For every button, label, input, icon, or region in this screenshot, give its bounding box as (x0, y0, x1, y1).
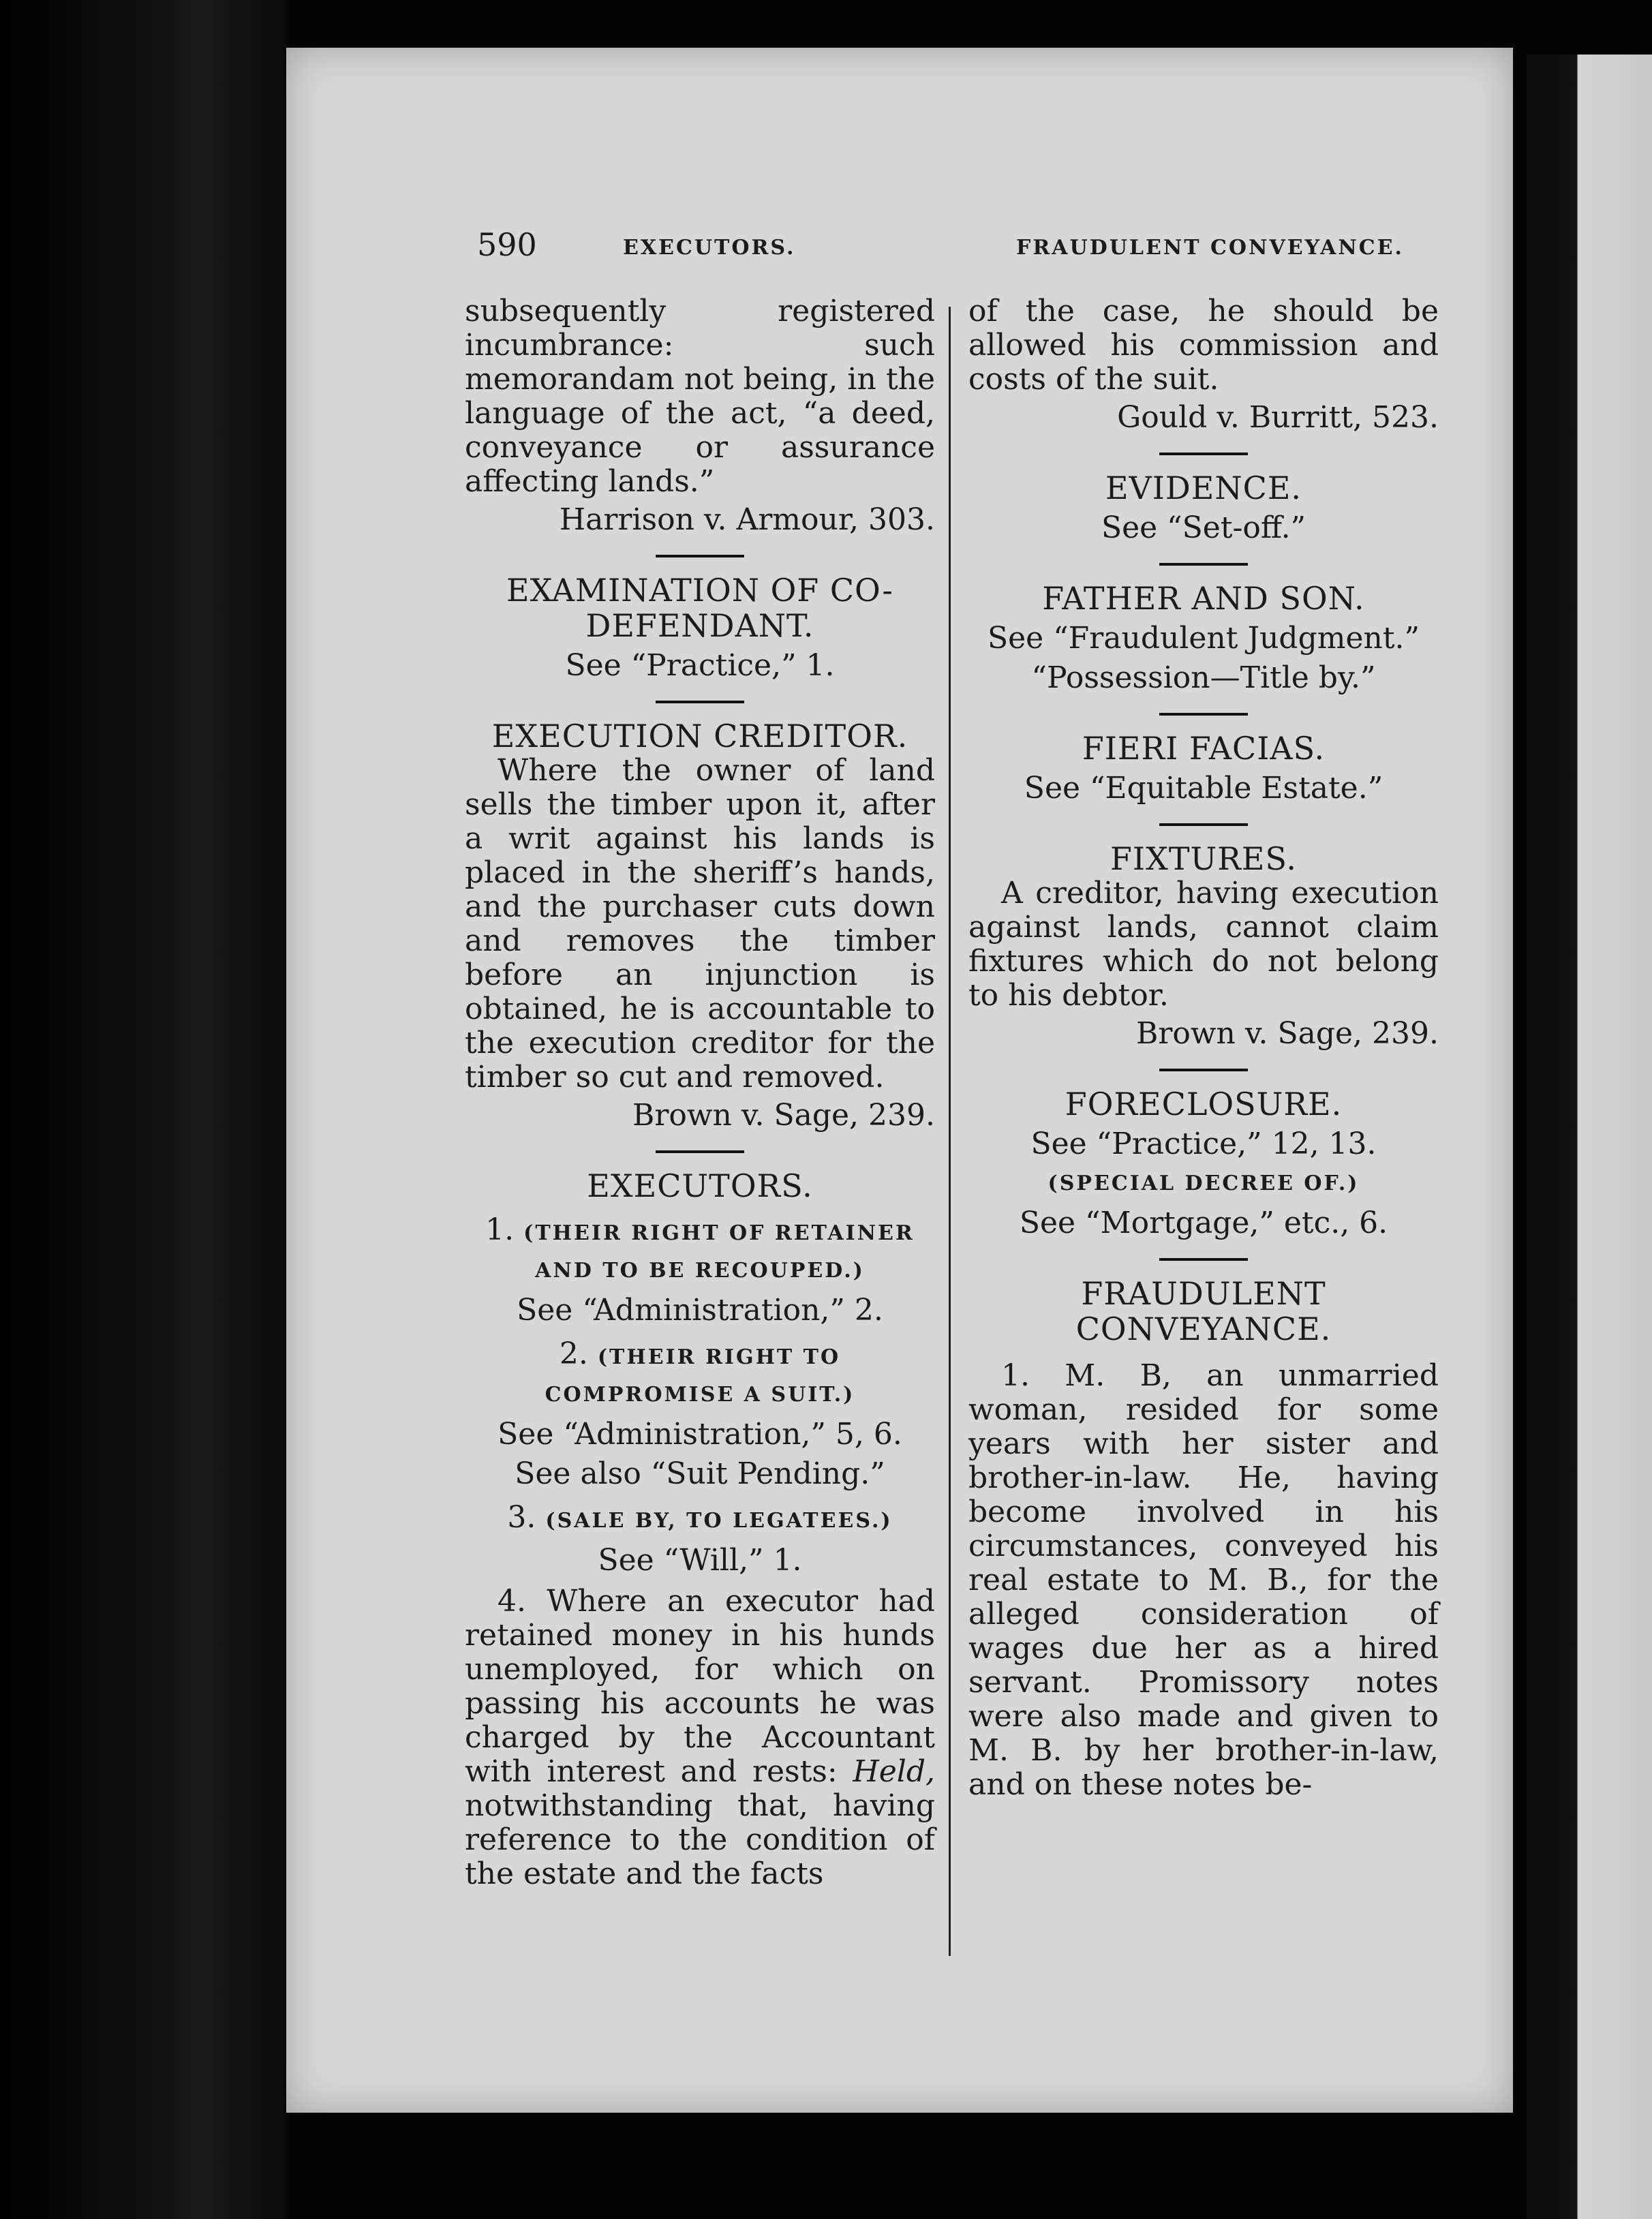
numbered-subentry (465, 1501, 935, 1578)
section-rule (1159, 713, 1248, 716)
case-citation: Brown v. Sage, 239. (632, 1098, 935, 1133)
column-divider (949, 307, 951, 1956)
running-head-right: FRAUDULENT CONVEYANCE. (1016, 236, 1404, 260)
case-citation: Gould v. Burritt, 523. (1117, 400, 1439, 435)
section-rule (1159, 1258, 1248, 1261)
section-rule (1159, 1069, 1248, 1071)
section-rule (656, 1150, 744, 1153)
heading-fixtures: FIXTURES. (1110, 840, 1297, 877)
subentry-title: (SALE BY, TO LEGATEES.) (545, 1509, 893, 1533)
cross-reference: See “Equitable Estate.” (1024, 771, 1383, 806)
entry-paragraph: A creditor, having execution against lands, cannot claim fixtures which do not belong to his debtor. (968, 876, 1439, 1013)
subentry-label (465, 1213, 935, 1288)
heading-foreclosure: FORECLOSURE. (1065, 1086, 1343, 1122)
continued-paragraph: of the case, he should be allowed his commission and costs of the suit. (968, 294, 1439, 397)
next-page-edge (1527, 55, 1652, 2219)
case-citation: Harrison v. Armour, 303. (559, 502, 935, 537)
page-header (477, 226, 1404, 274)
entry-text: 4. Where an executor had retained money in his hunds unemployed, for which on passing his accounts he was charged by the Accountant with interest and rests: (465, 1584, 935, 1789)
left-column (465, 294, 935, 1891)
entry-text: notwithstanding that, having reference to the condition of the estate and the facts (465, 1788, 935, 1891)
heading-examination-of-co-defendant: EXAMINATION OF CO-DEFENDANT. (506, 572, 893, 644)
case-citation: Brown v. Sage, 239. (1136, 1016, 1439, 1051)
running-head-left: EXECUTORS. (623, 236, 796, 260)
heading-executors: EXECUTORS. (587, 1167, 813, 1204)
subentry-label (465, 1337, 935, 1412)
heading-father-and-son: FATHER AND SON. (1042, 580, 1365, 617)
book-spine-shadow (0, 0, 286, 2219)
subentry-number: 3. (507, 1500, 536, 1535)
heading-evidence: EVIDENCE. (1105, 470, 1302, 506)
entry-paragraph: Where the owner of land sells the timber upon it, after a writ against his lands is placed in the sheriff’s hands, and the purchaser cuts down and removes the timber before an injunction is obtained, he is accountable to the execution creditor for the timber so cut and removed. (465, 753, 935, 1095)
heading-fraudulent-conveyance: FRAUDULENT CONVEYANCE. (1075, 1275, 1332, 1347)
section-rule (1159, 823, 1248, 826)
cross-reference: See “Practice,” 1. (565, 648, 835, 683)
section-rule (1159, 563, 1248, 566)
numbered-subentry (465, 1213, 935, 1328)
cross-reference: See “Will,” 1. (598, 1543, 802, 1578)
cross-reference: “Possession—Title by.” (1031, 660, 1376, 695)
book-page (286, 48, 1513, 2113)
entry-paragraph: 1. M. B, an unmarried woman, resided for some years with her sister and brother-in-law. He, having become involved in his circumstances, conveyed his real estate to M. B., for the alleged consideration of wages due her as a hired servant. Promissory notes were also made and given to M. B. by her brother-in-law, and on these notes be- (968, 1358, 1439, 1802)
section-rule (1159, 453, 1248, 455)
section-rule (656, 555, 744, 557)
subentry-title: (THEIR RIGHT TO COMPROMISE A SUIT.) (545, 1345, 855, 1407)
subentry-title: (THEIR RIGHT OF RETAINER AND TO BE RECOUPED.) (523, 1221, 915, 1283)
section-rule (656, 701, 744, 703)
cross-reference: See “Fraudulent Judgment.” (987, 621, 1420, 656)
continued-paragraph: subsequently registered incumbrance: such memorandam not being, in the language of the act, “a deed, conveyance or assurance affecting lands.” (465, 294, 935, 499)
page-number: 590 (477, 226, 537, 263)
cross-reference: See “Set-off.” (1101, 510, 1306, 545)
cross-reference: See “Mortgage,” etc., 6. (1019, 1206, 1388, 1240)
right-column (968, 294, 1439, 1802)
heading-fieri-facias: FIERI FACIAS. (1082, 730, 1326, 767)
subentry-label (465, 1501, 935, 1538)
heading-execution-creditor: EXECUTION CREDITOR. (491, 718, 908, 754)
subentry-number: 2. (559, 1336, 588, 1371)
numbered-subentry (465, 1337, 935, 1491)
subentry-number: 1. (485, 1212, 515, 1247)
cross-reference: See “Administration,” 2. (517, 1293, 883, 1328)
subentry-title: (SPECIAL DECREE OF.) (1047, 1172, 1360, 1195)
cross-reference: See “Administration,” 5, 6. (498, 1417, 902, 1452)
entry-paragraph (465, 1585, 935, 1891)
held-italic: Held, (853, 1754, 935, 1789)
cross-reference: See also “Suit Pending.” (515, 1456, 885, 1491)
cross-reference: See “Practice,” 12, 13. (1030, 1127, 1377, 1161)
